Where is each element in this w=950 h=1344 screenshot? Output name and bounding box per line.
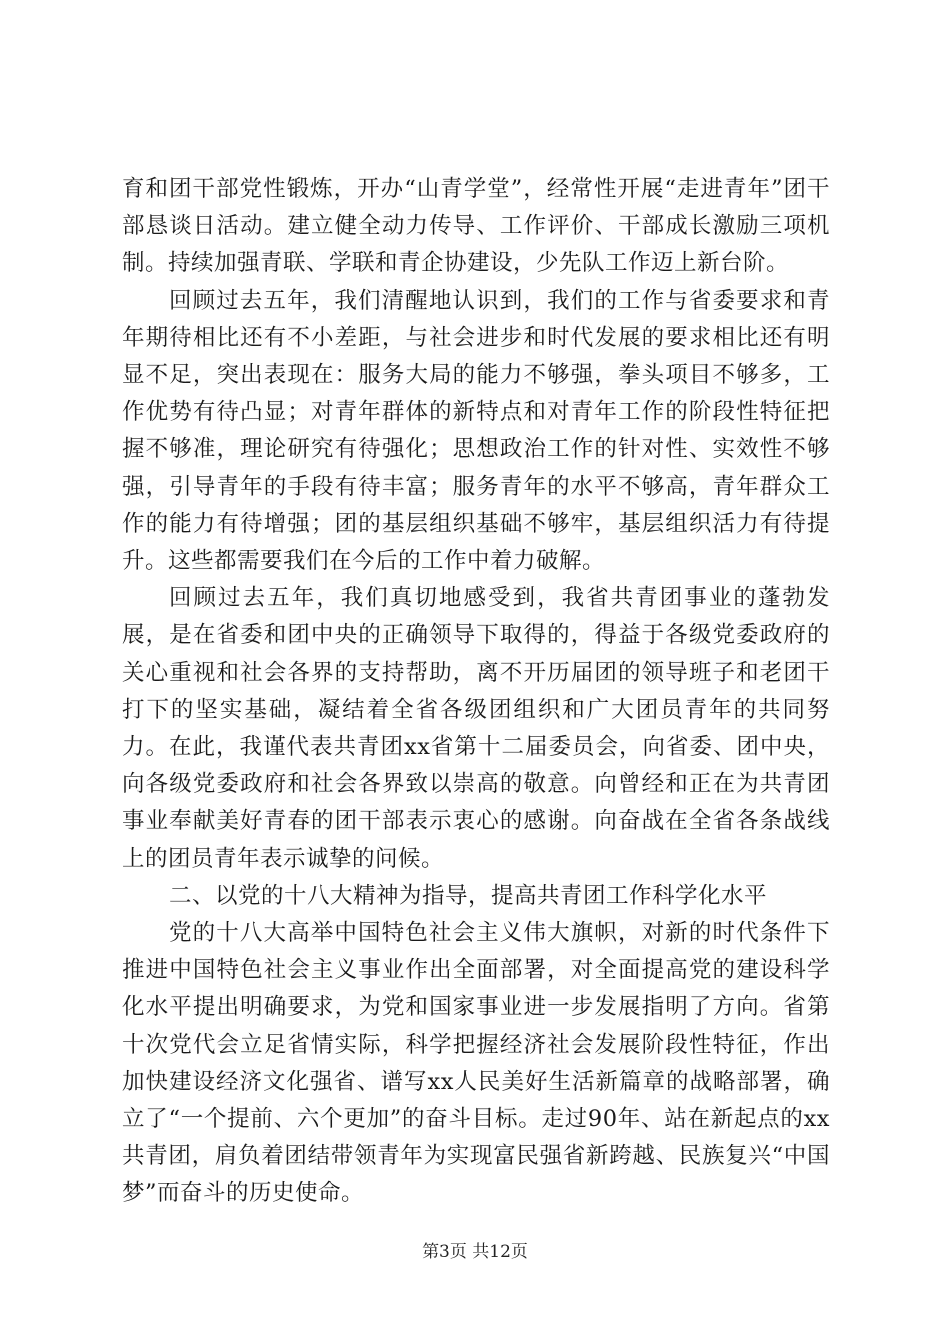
paragraph-gratitude: 回顾过去五年，我们真切地感受到，我省共青团事业的蓬勃发展，是在省委和团中央的正确领导下取得的，得益于各级党委政府的关心重视和社会各界的支持帮助，离不开历届团的领导班子和老团干打下的坚实基础，凝结着全省各级团组织和广大团员青年的共同努力。在此，我谨代表共青团xx省第十二届委员会，向省委、团中央，向各级党委政府和社会各界致以崇高的敬意。向曾经和正在为共青团事业奉献美好青春的团干部表示衷心的感谢。向奋战在全省各条战线上的团员青年表示诚挚的问候。	[122, 585, 830, 872]
page-number-label: 第3页 共12页	[422, 1242, 528, 1262]
paragraph-eighteenth-congress: 党的十八大高举中国特色社会主义伟大旗帜，对新的时代条件下推进中国特色社会主义事业作出全面部署，对全面提高党的建设科学化水平提出明确要求，为党和国家事业进一步发展指明了方向。省第十次党代会立足省情实际，科学把握经济社会发展阶段性特征，作出加快建设经济文化强省、谱写xx人民美好生活新篇章的战略部署，确立了“一个提前、六个更加”的奋斗目标。走过90年、站在新起点的xx共青团，肩负着团结带领青年为实现富民强省新跨越、民族复兴“中国梦”而奋斗的历史使命。	[122, 920, 830, 1207]
section-heading: 二、以党的十八大精神为指导，提高共青团工作科学化水平	[169, 882, 768, 909]
document-body	[122, 171, 830, 1213]
page-footer	[0, 1240, 950, 1264]
paragraph-continuation: 育和团干部党性锻炼，开办“山青学堂”，经常性开展“走进青年”团干部恳谈日活动。建立健全动力传导、工作评价、干部成长激励三项机制。持续加强青联、学联和青企协建设，少先队工作迈上新台阶。	[122, 176, 830, 277]
paragraph-shortcomings: 回顾过去五年，我们清醒地认识到，我们的工作与省委要求和青年期待相比还有不小差距，与社会进步和时代发展的要求相比还有明显不足，突出表现在：服务大局的能力不够强，拳头项目不够多，工作优势有待凸显；对青年群体的新特点和对青年工作的阶段性特征把握不够准，理论研究有待强化；思想政治工作的针对性、实效性不够强，引导青年的手段有待丰富；服务青年的水平不够高，青年群众工作的能力有待增强；团的基层组织基础不够牢，基层组织活力有待提升。这些都需要我们在今后的工作中着力破解。	[122, 287, 830, 575]
